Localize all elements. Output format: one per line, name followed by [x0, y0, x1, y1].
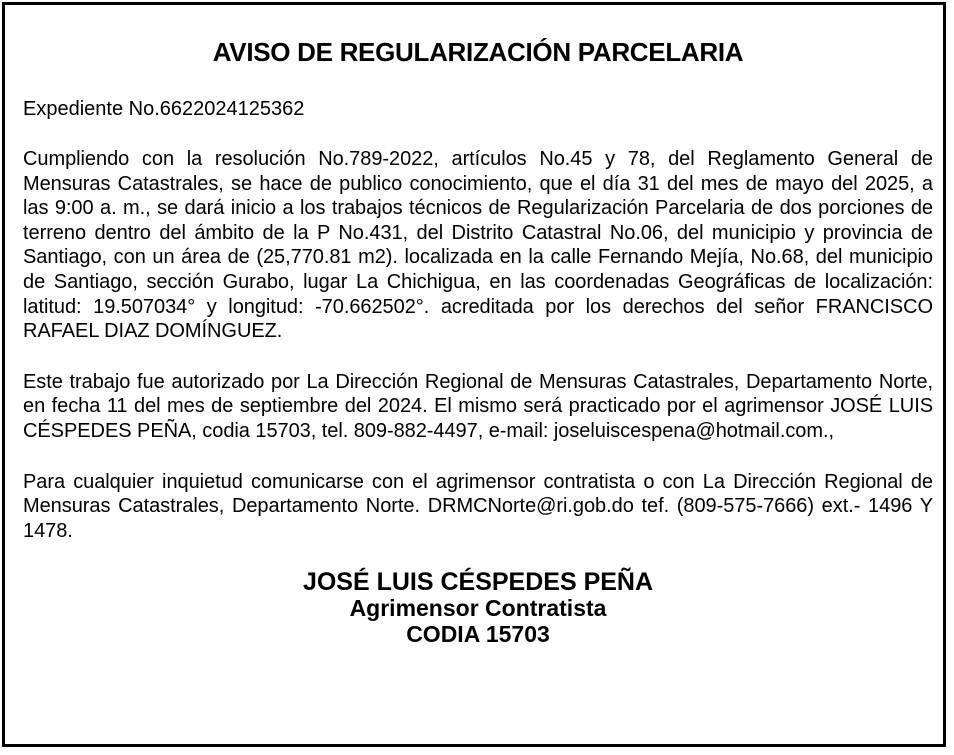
signature-codia: CODIA 15703	[406, 621, 550, 648]
signature-block	[23, 569, 933, 647]
signature-role: Agrimensor Contratista	[349, 595, 607, 622]
signature-name: JOSÉ LUIS CÉSPEDES PEÑA	[302, 568, 654, 597]
notice-content	[23, 37, 933, 647]
paragraph-authorization: Este trabajo fue autorizado por La Dirección Regional de Mensuras Catastrales, Departamento Norte, en fecha 11 del mes de septiembre del 2024. El mismo será practicado por el agrimensor JOSÉ LUIS CÉSPEDES PEÑA, codia 15703, tel. 809-882-4497, e-mail: joseluiscespena@hotmail.com.,	[23, 370, 933, 442]
notice-title: AVISO DE REGULARIZACIÓN PARCELARIA	[212, 37, 744, 67]
paragraph-resolution: Cumpliendo con la resolución No.789-2022, artículos No.45 y 78, del Reglamento General de Mensuras Catastrales, se hace de publico conocimiento, que el día 31 del mes de mayo del 2025, a las 9:00 a. m., se dará inicio a los trabajos técnicos de Regularización Parcelaria de dos porciones de terreno dentro del ámbito de la P No.431, del Distrito Catastral No.06, del municipio y provincia de Santiago, con un área de (25,770.81 m2). localizada en la calle Fernando Mejía, No.68, del municipio de Santiago, sección Gurabo, lugar La Chichigua, en las coordenadas Geográficas de localización: latitud: 19.507034° y longitud: -70.662502°. acreditada por los derechos del señor FRANCISCO RAFAEL DIAZ DOMÍNGUEZ.	[23, 148, 933, 343]
notice-border-frame	[2, 2, 946, 747]
paragraph-contact: Para cualquier inquietud comunicarse con el agrimensor contratista o con La Dirección Regional de Mensuras Catastrales, Departamento Norte. DRMCNorte@ri.gob.do tef. (809-575-7666) ext.- 1496 Y 1478.	[23, 470, 933, 542]
file-number: Expediente No.6622024125362	[23, 98, 305, 120]
